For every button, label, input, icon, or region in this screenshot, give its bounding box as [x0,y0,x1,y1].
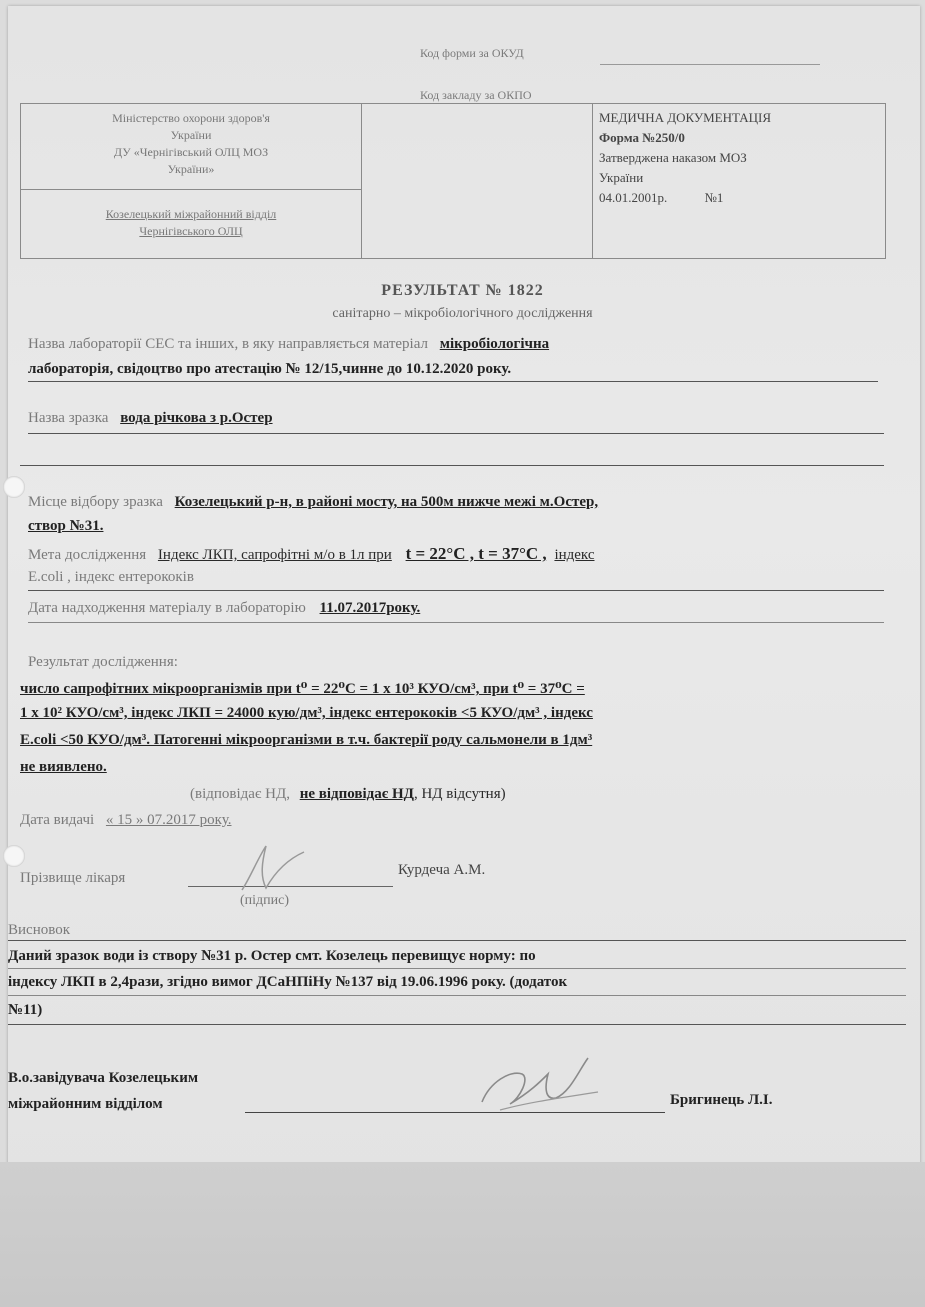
dept-line-2: Чернігівського ОЛЦ [139,224,243,238]
sample-underline [28,433,884,434]
doctor-name: Курдеча А.М. [398,862,486,878]
org-line-2: України [170,128,212,142]
dept-line-1: Козелецький міжрайонний відділ [105,207,277,221]
lab-row [28,336,549,353]
approval-date: 04.01.2001р. [599,190,668,205]
lab-underline [28,381,878,382]
conclusion-underline-3 [8,1024,906,1025]
conclusion-label: Висновок [8,922,70,938]
result-line-4: не виявлено. [20,759,107,775]
conclusion-underline-2 [8,995,906,996]
okpo-label: Код закладу за ОКПО [420,88,532,102]
approved-by: Затверджена наказом МОЗ [599,150,747,165]
form-number: Форма №250/0 [599,130,685,145]
org-line-3: ДУ «Чернігівський ОЛЦ МОЗ [113,145,269,159]
conclusion-line-2: індексу ЛКП в 2,4рази, згідно вимог ДСаНПіНу №137 від 19.06.1996 року. (додаток [8,974,568,990]
conclusion-line-1: Даний зразок води із створу №31 р. Остер смт. Козелець перевищує норму: по [8,948,536,964]
arrival-label: Дата надходження матеріалу в лабораторію [28,600,306,616]
issue-label: Дата видачі [20,812,95,828]
issue-value: « 15 » 07.2017 року. [105,812,232,828]
okud-label: Код форми за ОКУД [420,46,524,60]
purpose-underline [28,590,884,591]
head-signature [470,1052,610,1122]
purpose-value-2: E.coli , індекс ентерококів [28,569,194,585]
purpose-label: Мета дослідження [28,547,147,563]
result-subtitle: санітарно – мікробіологічного дослідження [332,306,593,321]
result-title: РЕЗУЛЬТАТ № 1822 [381,282,544,299]
doctor-sign-caption: (підпис) [240,893,290,908]
form-info-cell [593,104,886,259]
okud-line [600,64,820,65]
organization-cell [21,104,362,190]
lab-value-1: мікробіологічна [439,336,550,352]
doctor-signature [232,838,312,898]
approval-order-number: №1 [704,190,724,205]
conformity-selected: не відповідає НД [299,786,414,802]
med-doc-title: МЕДИЧНА ДОКУМЕНТАЦІЯ [599,110,772,125]
issue-row [20,812,232,829]
sample-value: вода річкова з р.Остер [120,410,273,426]
conformity-row [190,786,506,803]
arrival-underline [28,622,884,623]
purpose-tail: індекс [554,547,595,563]
lab-value-2: лабораторія, свідоцтво про атестацію № 12/15,чинне до 10.12.2020 року. [28,361,512,377]
conclusion-underline-1 [8,968,906,969]
doctor-label: Прізвище лікаря [20,870,126,886]
punch-hole-bottom [3,845,25,867]
org-line-4: України» [167,162,215,176]
conclusion-line-3: №11) [8,1002,43,1018]
purpose-value-1: Індекс ЛКП, сапрофітні м/о в 1л при [157,547,392,563]
lab-label: Назва лабораторії СЕС та інших, в яку направляється матеріал [28,336,428,352]
place-row [28,494,598,511]
conformity-close: , НД відсутня) [413,786,506,802]
department-cell [21,190,362,259]
head-line-1: В.о.завідувача Козелецьким [8,1070,199,1086]
punch-hole-top [3,476,25,498]
sample-label: Назва зразка [28,410,109,426]
sample-row [28,410,273,427]
purpose-temperatures: t = 22°C , t = 37°C , [405,544,547,563]
arrival-value: 11.07.2017року. [319,600,421,616]
purpose-row [28,544,595,564]
result-line-2: 1 х 10² КУО/см³, індекс ЛКП = 24000 кую/дм³, індекс ентерококів <5 КУО/дм³ , індекс [20,705,593,721]
sample-extra-line [20,465,884,466]
place-label: Місце відбору зразка [28,494,163,510]
approval-date-row [599,188,879,208]
arrival-row [28,600,420,617]
head-name: Бригинець Л.І. [670,1092,773,1108]
head-line-2: міжрайонним відділом [8,1096,163,1112]
blank-cell [362,104,593,259]
header-table [20,103,886,259]
place-value-2: створ №31. [28,518,104,534]
result-line-1: число сапрофітних мікроорганізмів при t⁰ = 22⁰C = 1 х 10³ КУО/см³, при t⁰ = 37⁰C = [20,681,585,697]
org-line-1: Міністерство охорони здоров'я [112,111,270,125]
result-label: Результат дослідження: [28,654,178,670]
scan-background [0,1162,925,1307]
conclusion-underline-top [8,940,906,941]
result-line-3: E.coli <50 КУО/дм³. Патогенні мікроорганізми в т.ч. бактерії роду сальмонели в 1дм³ [20,732,593,748]
conformity-open: (відповідає НД, [190,786,290,802]
place-value-1: Козелецький р-н, в районі мосту, на 500м нижче межі м.Остер, [174,494,599,510]
approved-country: України [599,170,644,185]
